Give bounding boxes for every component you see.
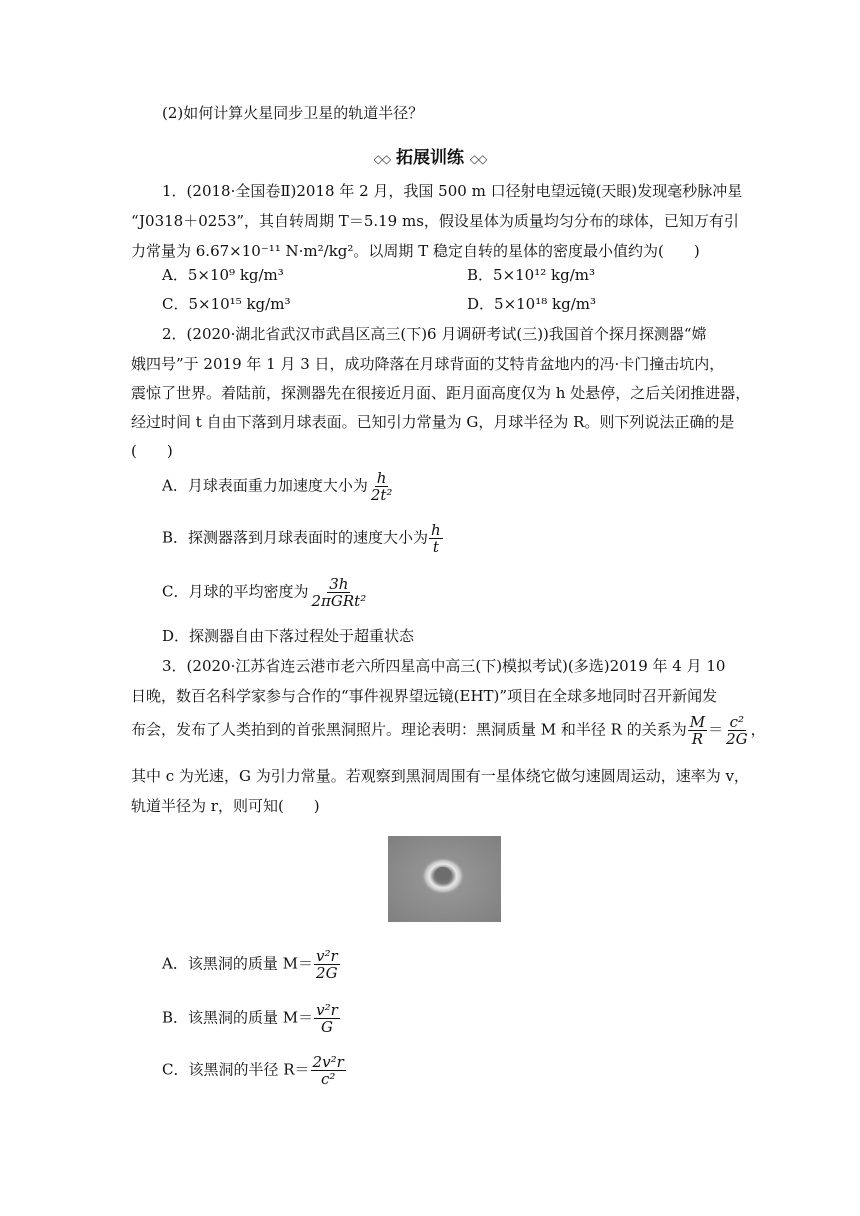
q1-option-a: A．5×10⁹ kg/m³ xyxy=(162,266,284,284)
q2-option-c-text: C．月球的平均密度为 xyxy=(162,582,309,601)
q3-option-a xyxy=(162,948,341,981)
q3-option-b xyxy=(162,1002,341,1035)
q3-relation-equals: ＝ xyxy=(708,720,724,739)
fraction-denominator: t xyxy=(432,538,439,556)
fraction-numerator: h xyxy=(376,469,387,487)
heading-deco-right: ◇◇ xyxy=(469,152,487,166)
section-2-question: (2)如何计算火星同步卫星的轨道半径？ xyxy=(162,104,424,122)
q3-line-3-text: 布会，发布了人类拍到的首张黑洞照片。理论表明：黑洞质量 M 和半径 R 的关系为 xyxy=(131,720,687,739)
q3-line-5: 轨道半径为 r，则可知( ) xyxy=(131,797,320,815)
q1-option-c: C．5×10¹⁵ kg/m³ xyxy=(162,295,291,313)
fraction-numerator: 2v²r xyxy=(312,1053,344,1071)
q3-option-c-text: C．该黑洞的半径 R＝ xyxy=(162,1060,310,1079)
fraction-denominator: R xyxy=(691,730,704,748)
fraction-numerator: M xyxy=(689,713,706,731)
q2-option-d: D．探测器自由下落过程处于超重状态 xyxy=(162,627,415,645)
q2-option-a xyxy=(162,470,395,503)
fraction-denominator: 2t² xyxy=(370,486,393,504)
q1-line-1: 1．(2018·全国卷Ⅱ)2018 年 2 月，我国 500 m 口径射电望远镜(天眼)发现毫秒脉冲星 xyxy=(162,182,743,200)
fraction-numerator: v²r xyxy=(315,947,338,965)
fraction-numerator: v²r xyxy=(316,1001,338,1019)
q3-line-2: 日晚，数百名科学家参与合作的“事件视界望远镜(EHT)”项目在全球多地同时召开新闻发 xyxy=(131,687,718,705)
fraction-numerator: h xyxy=(431,521,441,539)
q3-line-3-tail: ， xyxy=(750,720,766,739)
heading-title: 拓展训练 xyxy=(396,148,464,168)
q1-line-3: 力常量为 6.67×10⁻¹¹ N·m²/kg²。以周期 T 稳定自转的星体的密度最小值约为( ) xyxy=(131,242,700,260)
black-hole-photo xyxy=(388,836,501,922)
q3-option-c-fraction xyxy=(311,1054,346,1087)
q2-option-c xyxy=(162,576,369,609)
q2-line-1: 2．(2020·湖北省武汉市武昌区高三(下)6 月调研考试(三))我国首个探月探测器“嫦 xyxy=(162,325,707,343)
q3-option-b-fraction xyxy=(314,1002,340,1035)
fraction-numerator: 3h xyxy=(329,575,349,593)
q3-relation-right xyxy=(724,714,750,747)
heading-deco-left: ◇◇ xyxy=(373,152,391,166)
q3-line-1: 3．(2020·江苏省连云港市老六所四星高中高三(下)模拟考试)(多选)2019 年 4 月 10 xyxy=(162,657,726,675)
q2-option-a-fraction xyxy=(369,470,395,503)
fraction-denominator: 2πGRt² xyxy=(311,592,367,610)
q3-option-a-text: A．该黑洞的质量 M＝ xyxy=(162,954,313,973)
q1-line-2: “J0318＋0253”，其自转周期 T＝5.19 ms，假设星体为质量均匀分布的球体，已知万有引 xyxy=(131,212,739,230)
black-hole-image xyxy=(388,836,501,922)
q3-option-c xyxy=(162,1054,347,1087)
fraction-denominator: G xyxy=(321,1018,333,1036)
q2-option-c-fraction xyxy=(309,576,368,609)
q3-option-a-fraction xyxy=(314,948,340,981)
q2-option-a-text: A．月球表面重力加速度大小为 xyxy=(162,476,368,495)
q1-option-d: D．5×10¹⁸ kg/m³ xyxy=(467,295,597,313)
q3-option-b-text: B．该黑洞的质量 M＝ xyxy=(162,1008,314,1027)
q2-option-b-text: B．探测器落到月球表面时的速度大小为 xyxy=(162,528,429,547)
section-heading xyxy=(0,143,860,168)
q2-option-b-fraction xyxy=(429,522,443,555)
q2-line-4: 经过时间 t 自由下落到月球表面。已知引力常量为 G，月球半径为 R。则下列说法正确的是 xyxy=(131,413,735,431)
q3-relation-left xyxy=(688,714,707,747)
q3-line-4: 其中 c 为光速，G 为引力常量。若观察到黑洞周围有一星体绕它做匀速圆周运动，速率为 v， xyxy=(131,767,749,785)
fraction-denominator: 2G xyxy=(726,730,748,748)
q2-line-5: ( ) xyxy=(131,442,173,460)
q1-option-b: B．5×10¹² kg/m³ xyxy=(467,266,595,284)
fraction-numerator: c² xyxy=(729,713,745,731)
q2-line-2: 娥四号”于 2019 年 1 月 3 日，成功降落在月球背面的艾特肯盆地内的冯·卡门撞击坑内， xyxy=(131,355,725,373)
fraction-denominator: c² xyxy=(320,1070,336,1088)
q3-line-3 xyxy=(131,714,766,747)
fraction-denominator: 2G xyxy=(316,964,338,982)
q2-option-b xyxy=(162,522,444,555)
q2-line-3: 震惊了世界。着陆前，探测器先在很接近月面、距月面高度仅为 h 处悬停，之后关闭推进器， xyxy=(131,384,751,402)
